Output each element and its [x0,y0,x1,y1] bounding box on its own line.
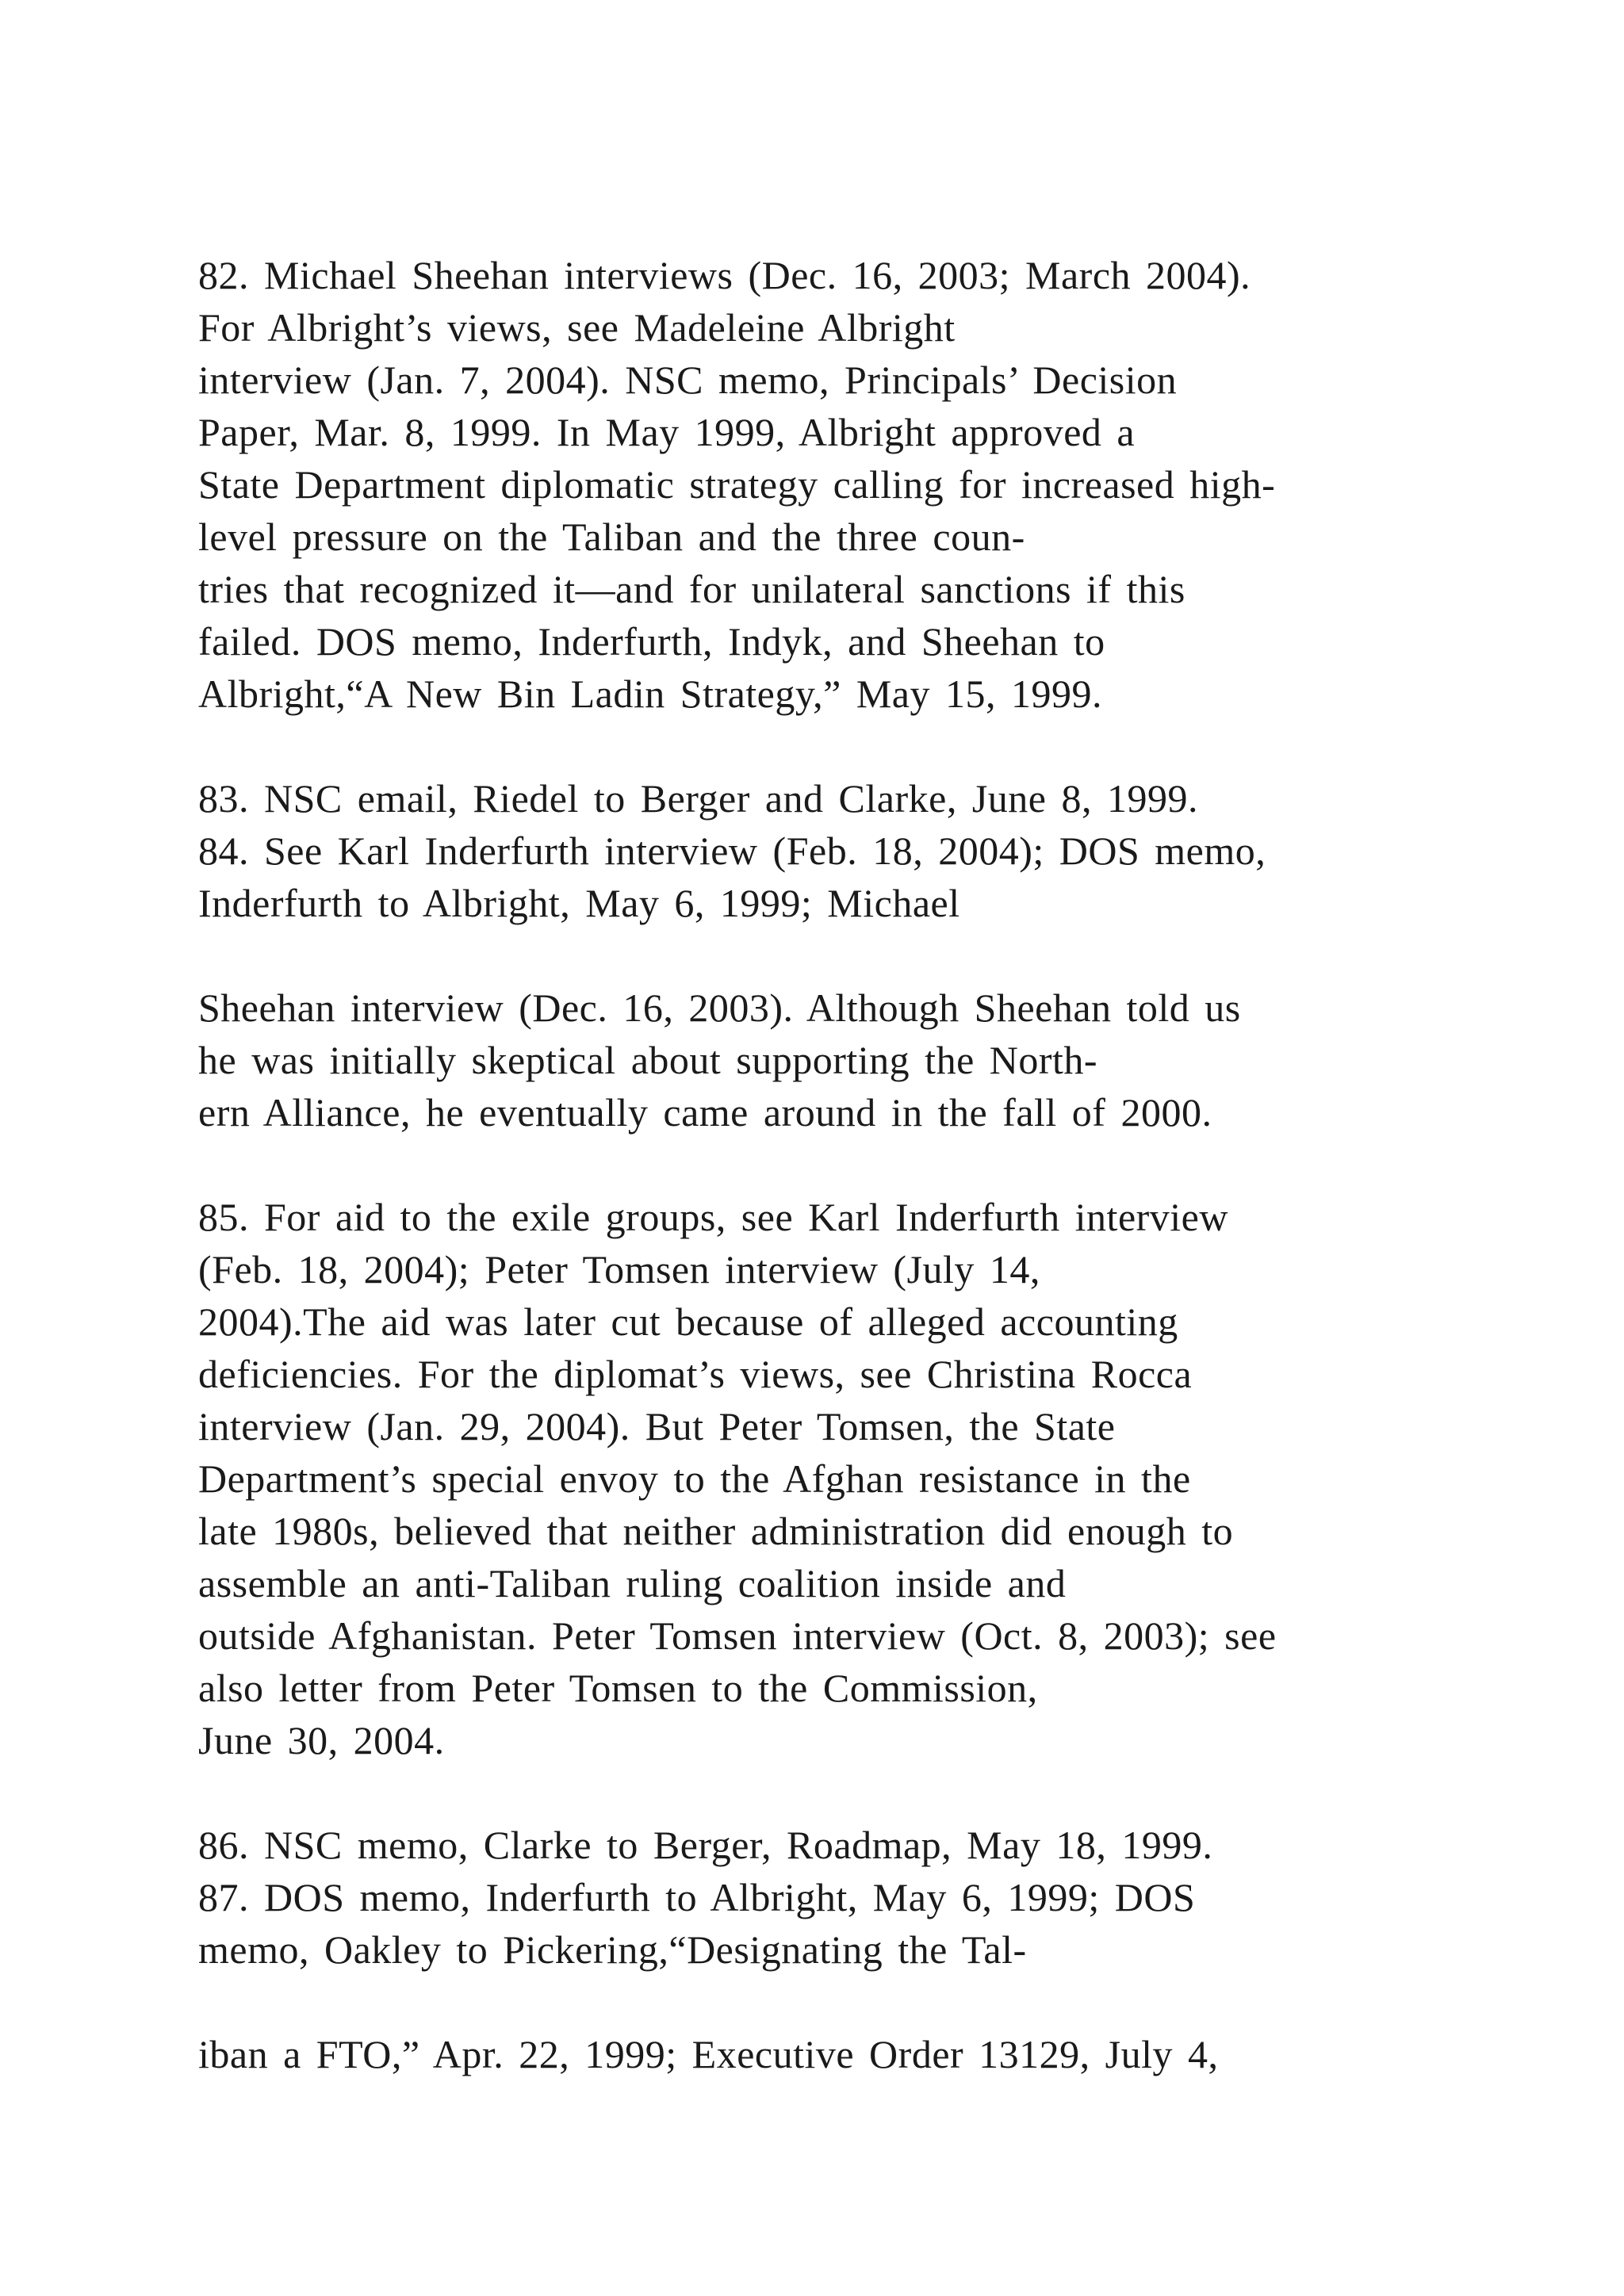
text-line: level pressure on the Taliban and the three coun- [198,515,1025,559]
text-line: 86. NSC memo, Clarke to Berger, Roadmap, May 18, 1999. [198,1823,1213,1867]
endnotes-text [198,249,1515,2080]
text-line: For Albright’s views, see Madeleine Albright [198,305,956,350]
text-line: (Feb. 18, 2004); Peter Tomsen interview (July 14, [198,1247,1040,1292]
endnote-87-continued [198,2028,1515,2080]
text-line: late 1980s, believed that neither administration did enough to [198,1509,1234,1553]
text-line: Sheehan interview (Dec. 16, 2003). Although Sheehan told us [198,985,1241,1030]
text-line: June 30, 2004. [198,1718,445,1762]
text-line: 2004).The aid was later cut because of alleged accounting [198,1299,1178,1344]
paragraph-gap [198,1766,1515,1819]
text-line: also letter from Peter Tomsen to the Commission, [198,1666,1038,1710]
text-line: Inderfurth to Albright, May 6, 1999; Michael [198,881,960,925]
text-line: Albright,“A New Bin Ladin Strategy,” May 15, 1999. [198,672,1102,716]
paragraph-gap [198,720,1515,772]
endnote-84-continued [198,982,1515,1138]
text-line: 82. Michael Sheehan interviews (Dec. 16, 2003; March 2004). [198,253,1251,297]
text-line: Department’s special envoy to the Afghan resistance in the [198,1456,1191,1501]
text-line: iban a FTO,” Apr. 22, 1999; Executive Order 13129, July 4, [198,2032,1219,2076]
text-line: ern Alliance, he eventually came around in the fall of 2000. [198,1090,1212,1135]
endnote-85 [198,1191,1515,1766]
paragraph-gap [198,929,1515,982]
text-line: interview (Jan. 7, 2004). NSC memo, Principals’ Decision [198,358,1178,402]
text-line: tries that recognized it—and for unilateral sanctions if this [198,567,1185,611]
text-line: deficiencies. For the diplomat’s views, see Christina Rocca [198,1352,1193,1396]
endnote-83-84 [198,772,1515,929]
text-line: assemble an anti-Taliban ruling coalition inside and [198,1561,1067,1605]
endnote-82 [198,249,1515,720]
endnote-86-87 [198,1819,1515,1976]
text-line: 83. NSC email, Riedel to Berger and Clarke, June 8, 1999. [198,776,1198,821]
text-line: memo, Oakley to Pickering,“Designating the Tal- [198,1927,1027,1972]
paragraph-gap [198,1138,1515,1191]
text-line: interview (Jan. 29, 2004). But Peter Tomsen, the State [198,1404,1116,1448]
text-line: he was initially skeptical about supporting the North- [198,1038,1098,1082]
text-line: 85. For aid to the exile groups, see Karl Inderfurth interview [198,1195,1228,1239]
text-line: 84. See Karl Inderfurth interview (Feb. 18, 2004); DOS memo, [198,828,1266,873]
text-line: failed. DOS memo, Inderfurth, Indyk, and Sheehan to [198,619,1105,664]
text-line: outside Afghanistan. Peter Tomsen interview (Oct. 8, 2003); see [198,1613,1277,1658]
text-line: Paper, Mar. 8, 1999. In May 1999, Albright approved a [198,410,1136,454]
text-line: 87. DOS memo, Inderfurth to Albright, May 6, 1999; DOS [198,1875,1196,1919]
paragraph-gap [198,1976,1515,2028]
text-line: State Department diplomatic strategy calling for increased high- [198,462,1276,507]
